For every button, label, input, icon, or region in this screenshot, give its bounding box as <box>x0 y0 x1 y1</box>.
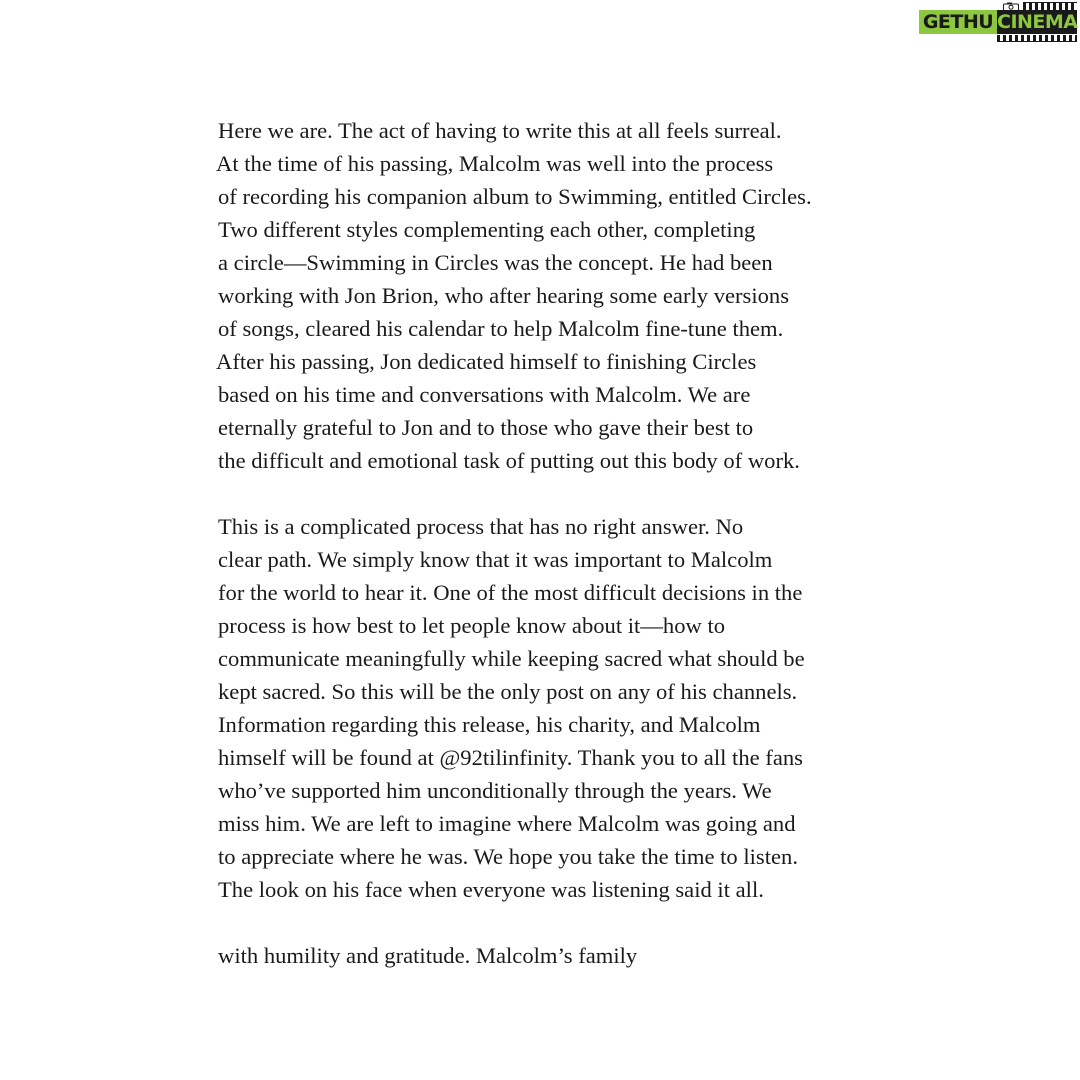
statement-line: After his passing, Jon dedicated himself to finishing Circles <box>216 349 757 374</box>
gethu-cinema-logo <box>917 2 1079 44</box>
statement-signoff: with humility and gratitude. Malcolm’s family <box>218 943 638 968</box>
statement-line: who’ve supported him unconditionally through the years. We <box>218 778 772 803</box>
statement-line: a circle—Swimming in Circles was the concept. He had been <box>218 250 773 275</box>
statement-line: working with Jon Brion, who after hearing some early versions <box>218 283 789 308</box>
statement-line: process is how best to let people know about it—how to <box>218 613 726 638</box>
statement-line: to appreciate where he was. We hope you take the time to listen. <box>218 844 798 869</box>
statement-line: At the time of his passing, Malcolm was well into the process <box>216 151 774 176</box>
statement-line: The look on his face when everyone was listening said it all. <box>218 877 764 902</box>
statement-line: himself will be found at @92tilinfinity. Thank you to all the fans <box>218 745 803 770</box>
statement-line: of songs, cleared his calendar to help Malcolm fine-tune them. <box>218 316 784 341</box>
statement-line: of recording his companion album to Swimming, entitled Circles. <box>218 184 812 209</box>
family-statement <box>218 114 918 972</box>
statement-paragraph-2 <box>218 510 918 906</box>
statement-line: Information regarding this release, his charity, and Malcolm <box>218 712 761 737</box>
statement-line: miss him. We are left to imagine where Malcolm was going and <box>218 811 796 836</box>
statement-line: clear path. We simply know that it was important to Malcolm <box>218 547 773 572</box>
statement-line: based on his time and conversations with Malcolm. We are <box>218 382 751 407</box>
logo-text-gethu: GETHU <box>919 10 997 34</box>
statement-line: communicate meaningfully while keeping sacred what should be <box>218 646 805 671</box>
film-strip-bottom <box>997 35 1077 42</box>
statement-line: kept sacred. So this will be the only post on any of his channels. <box>218 679 798 704</box>
statement-paragraph-1 <box>218 114 918 477</box>
paragraph-gap <box>218 906 918 939</box>
paragraph-gap <box>218 477 918 510</box>
statement-line: Here we are. The act of having to write this at all feels surreal. <box>218 118 782 143</box>
statement-line: This is a complicated process that has no right answer. No <box>218 514 744 539</box>
logo-text-cinema: CINEMA <box>997 11 1078 33</box>
statement-line: for the world to hear it. One of the most difficult decisions in the <box>218 580 803 605</box>
statement-line: eternally grateful to Jon and to those who gave their best to <box>218 415 754 440</box>
film-strip-top <box>1023 2 1077 10</box>
statement-line: the difficult and emotional task of putting out this body of work. <box>218 448 800 473</box>
statement-line: Two different styles complementing each other, completing <box>218 217 756 242</box>
